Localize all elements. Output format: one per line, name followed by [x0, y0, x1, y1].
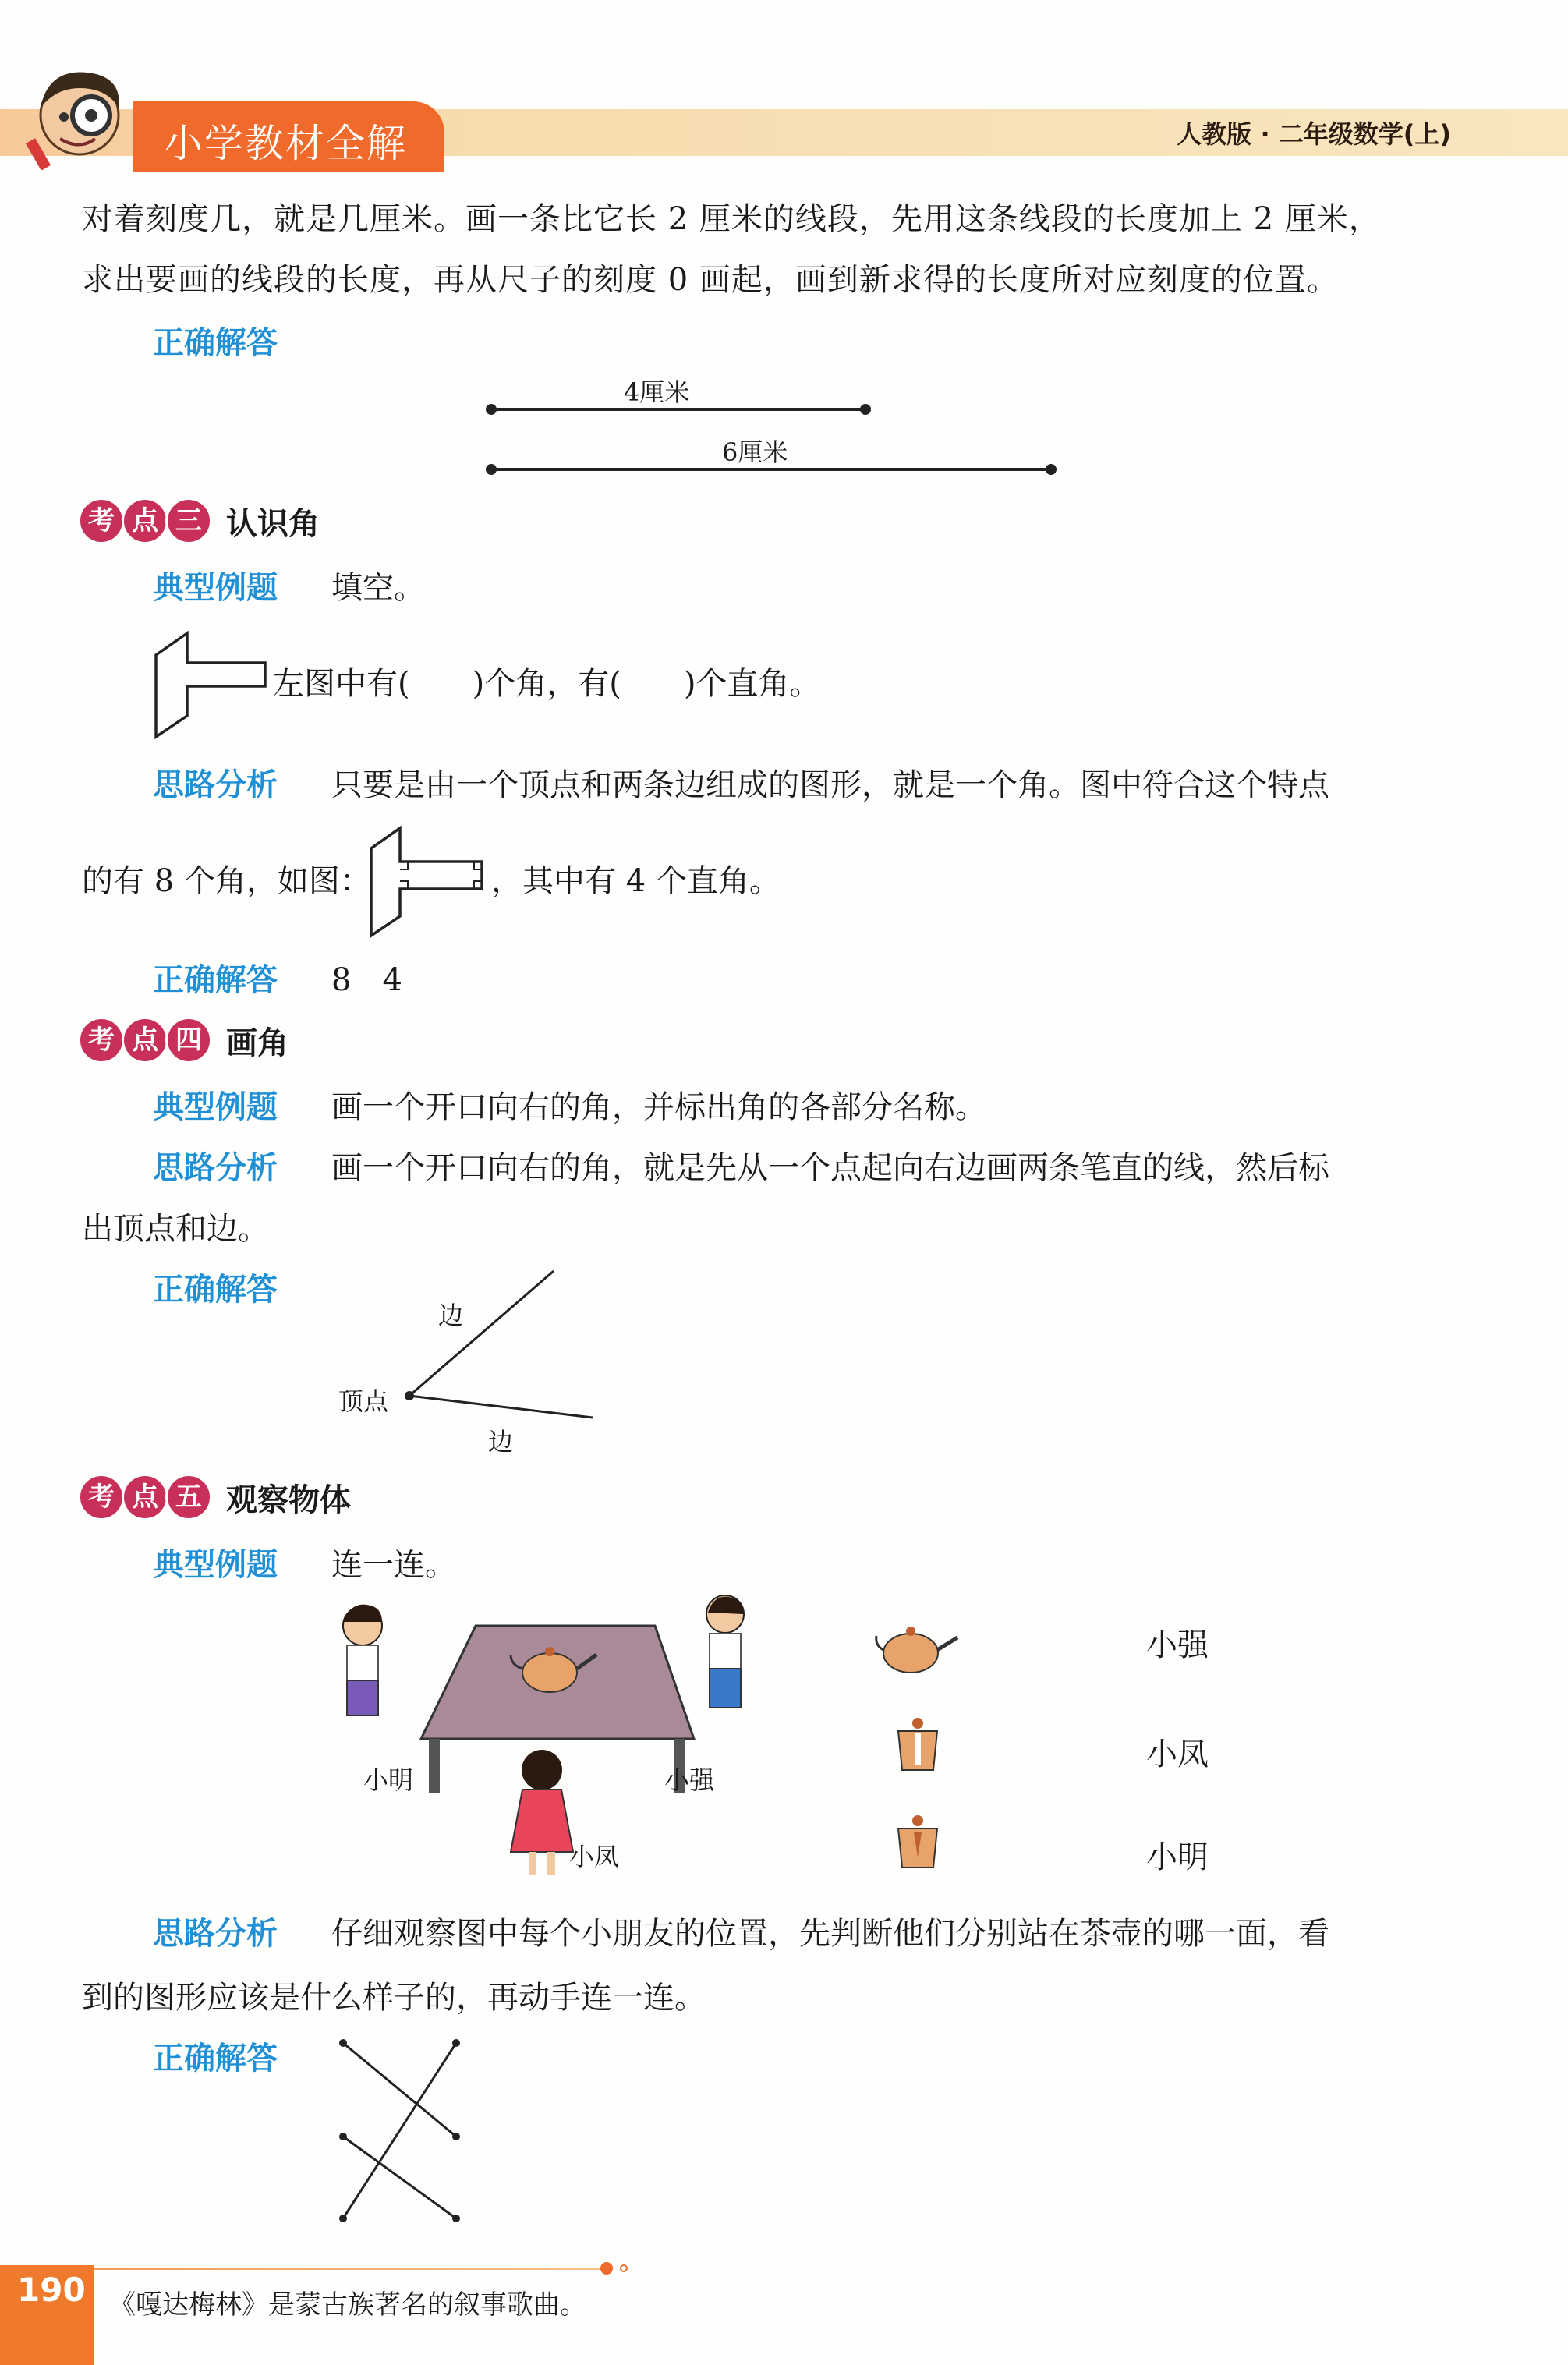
section-3-title: 认识角 [226, 505, 320, 542]
girl-xiaofeng-icon [511, 1750, 573, 1875]
section-3-badge: 考 点 三 [78, 497, 209, 544]
label-xiaofeng: 小凤 [569, 1842, 620, 1871]
footer-note: 《嘎达梅林》是蒙古族著名的叙事歌曲。 [109, 2289, 586, 2321]
section-5-title: 观察物体 [226, 1482, 351, 1518]
section-5-example-label: 典型例题 [153, 1547, 278, 1583]
right-name-3: 小明 [1146, 1839, 1209, 1875]
section-5-analysis-label: 思路分析 [153, 1916, 278, 1952]
teapot-front-view-icon [890, 1712, 945, 1778]
section-3-analysis-line-1: 只要是由一个顶点和两条边组成的图形，就是一个角。图中符合这个特点 [331, 767, 1329, 803]
right-name-1: 小强 [1146, 1627, 1209, 1663]
section-5-analysis-line-2: 到的图形应该是什么样子的，再动手连一连。 [82, 1980, 706, 2016]
intro-line-2: 求出要画的线段的长度，再从尺子的刻度 0 画起，画到新求得的长度所对应刻度的位置。 [82, 262, 1339, 298]
section-3-answer-label: 正确解答 [153, 962, 278, 998]
label-xiaoming: 小明 [363, 1765, 414, 1795]
section-5-example-text: 连一连。 [331, 1547, 456, 1583]
section-4-analysis-label: 思路分析 [153, 1150, 278, 1186]
angle-vertex-label: 顶点 [338, 1386, 389, 1416]
footer-dot-icon [599, 2260, 638, 2277]
section-4-example-label: 典型例题 [153, 1089, 278, 1125]
segment-6cm-label: 6厘米 [722, 437, 788, 467]
section-4-answer-label: 正确解答 [153, 1272, 278, 1308]
section-3-answer-text: 8 4 [331, 962, 402, 998]
section-4-heading [78, 1018, 288, 1062]
section-4-badge: 考 点 四 [78, 1017, 209, 1064]
intro-line-1: 对着刻度几，就是几厘米。画一条比它长 2 厘米的线段，先用这条线段的长度加上 2 厘米， [82, 201, 1381, 237]
section-4-example-text: 画一个开口向右的角，并标出角的各部分名称。 [331, 1089, 986, 1125]
angle-figure [335, 1263, 608, 1450]
section-4-analysis-line-2: 出顶点和边。 [82, 1211, 269, 1247]
angle-upper-edge-label: 边 [438, 1301, 464, 1330]
teapot-side-view-icon [872, 1614, 965, 1684]
section-5-heading [78, 1475, 351, 1519]
section-3-question: 左图中有( )个角，有( )个直角。 [273, 666, 821, 702]
marked-arrow-shape-figure [365, 819, 490, 944]
book-title: 小学教材全解 [164, 121, 407, 166]
arrow-shape-figure [148, 624, 273, 749]
edition-label: 人教版 · 二年级数学(上) [1177, 119, 1451, 149]
intro-answer-label: 正确解答 [153, 325, 278, 361]
matching-answer-figure [327, 2027, 483, 2238]
page-number: 190 [17, 2271, 86, 2309]
section-3-example-text: 填空。 [331, 570, 425, 606]
table-scene-illustration [327, 1591, 764, 1895]
teapot-back-view-icon [890, 1809, 945, 1875]
section-4-analysis-line-1: 画一个开口向右的角，就是先从一个点起向右边画两条笔直的线，然后标 [331, 1150, 1329, 1186]
segment-4cm-label: 4厘米 [624, 377, 690, 407]
right-name-2: 小凤 [1146, 1737, 1209, 1772]
boy-xiaoming-icon [343, 1605, 382, 1715]
label-xiaoqiang: 小强 [664, 1765, 715, 1795]
section-3-heading [78, 499, 320, 543]
boy-xiaoqiang-icon [706, 1595, 744, 1708]
section-3-example-label: 典型例题 [153, 570, 278, 606]
section-3-analysis-line-2b: ，其中有 4 个直角。 [491, 863, 780, 899]
section-3-analysis-label: 思路分析 [153, 767, 278, 803]
header-book-tab [133, 101, 444, 172]
section-5-analysis-line-1: 仔细观察图中每个小朋友的位置，先判断他们分别站在茶壶的哪一面，看 [331, 1916, 1329, 1952]
mascot-with-magnifier-icon [17, 61, 142, 170]
angle-lower-edge-label: 边 [488, 1427, 514, 1457]
section-4-title: 画角 [226, 1025, 288, 1061]
section-5-badge: 考 点 五 [78, 1474, 209, 1521]
section-3-analysis-line-2a: 的有 8 个角，如图： [82, 863, 371, 899]
section-5-answer-label: 正确解答 [153, 2041, 278, 2076]
footer-divider [94, 2268, 608, 2270]
